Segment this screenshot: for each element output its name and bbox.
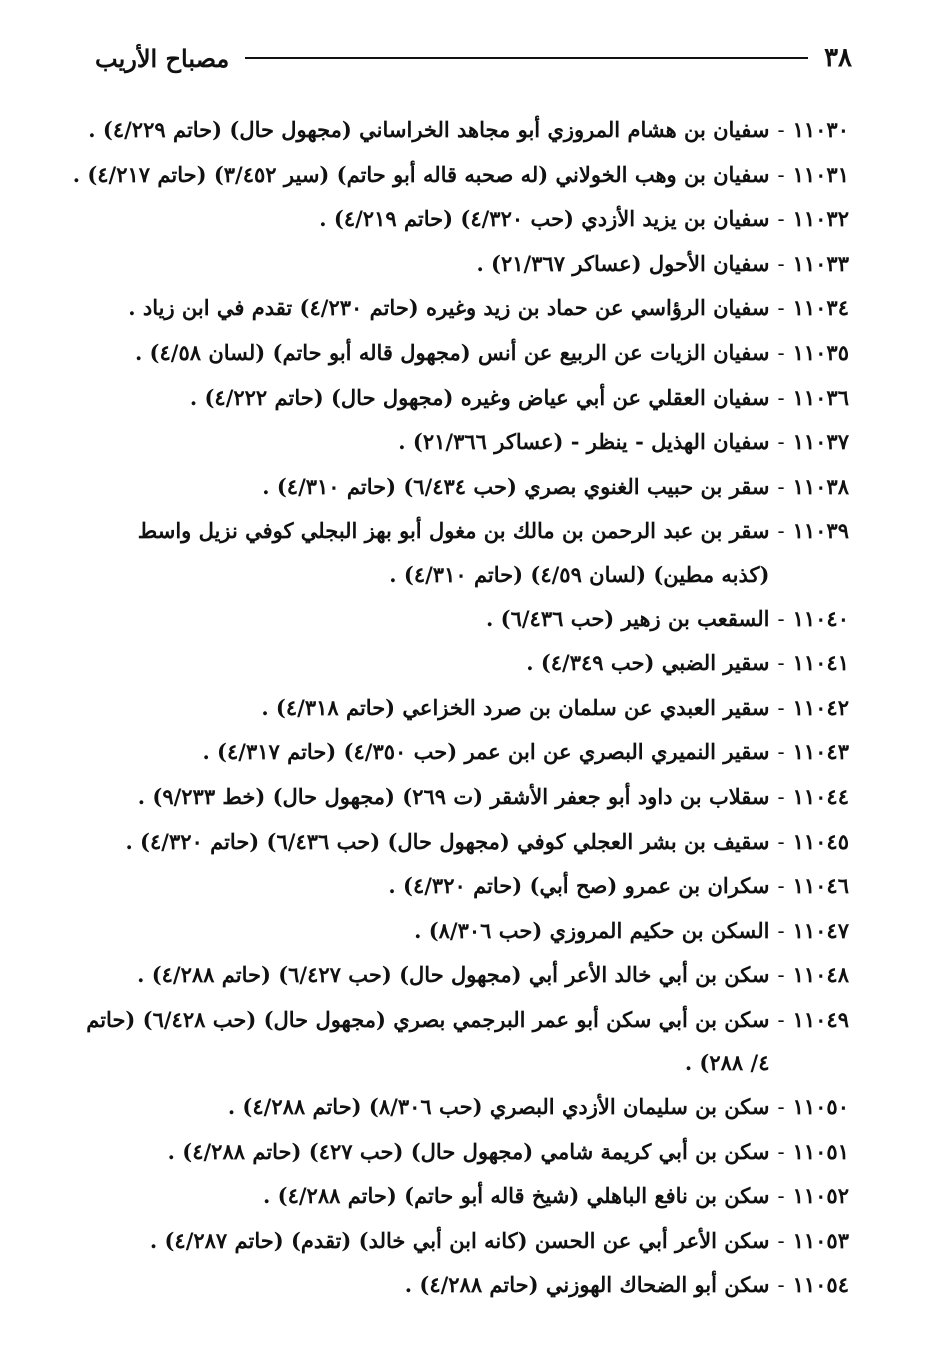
entry-text: سفيان بن وهب الخولاني (له صحبه قاله أبو حاتم) (سير ٣/٤٥٢) (حاتم ٤/٢١٧) . (72, 161, 770, 187)
entry-text: سقير النميري البصري عن ابن عمر (حب ٤/٣٥٠) (حاتم ٤/٣١٧) . (202, 739, 770, 765)
entry-number: ١١٠٤٨ (792, 962, 849, 988)
entry-dash: - (777, 651, 785, 676)
entry-number: ١١٠٥٣ (792, 1227, 849, 1253)
entry-number: ١١٠٣٠ (792, 117, 849, 142)
running-head (95, 38, 852, 78)
entry-number: ١١٠٤٦ (792, 873, 849, 899)
entry-dash: - (777, 829, 785, 854)
entry-dash: - (777, 695, 785, 720)
entry-dash: - (777, 1095, 785, 1120)
list-item (85, 286, 849, 331)
entry-dash: - (777, 784, 785, 809)
list-item (85, 465, 849, 510)
entry-text: سكن أبو الضحاك الهوزني (حاتم ٤/٢٨٨) . (404, 1272, 770, 1298)
entry-text: سقيف بن بشر العجلي كوفي (مجهول حال) (حب ٦/٤٣٦) (حاتم ٤/٣٢٠) . (125, 828, 770, 854)
entry-text: سقر بن حبيب الغنوي بصري (حب ٦/٤٣٤) (حاتم ٤/٣١٠) . (262, 473, 770, 499)
list-item (85, 820, 849, 865)
list-item (85, 775, 849, 820)
list-item (85, 730, 849, 775)
entry-dash: - (777, 519, 785, 544)
entry-text: سكن بن أبي سكن أبو عمر البرجمي بصري (مجهول حال) (حب ٦/٤٢٨) (حاتم ٤/ ٢٨٨) . (86, 1006, 770, 1076)
entry-number: ١١٠٣٢ (792, 206, 849, 232)
list-item (85, 641, 849, 686)
entry-dash: - (777, 740, 785, 765)
entry-text: السكن بن حكيم المروزي (حب ٨/٣٠٦) . (414, 917, 770, 943)
entry-dash: - (777, 296, 785, 321)
list-item (85, 686, 849, 731)
entry-text: سقر بن عبد الرحمن بن مالك بن مغول أبو بهز البجلي كوفي نزيل واسط (كذبه مطين) (لسان ٤/٥٩) (حاتم ٤/٣١٠) . (137, 518, 770, 587)
entry-dash: - (777, 606, 785, 631)
entry-number: ١١٠٣٩ (792, 518, 849, 544)
list-item (85, 509, 849, 596)
list-item (85, 1219, 849, 1264)
entry-text: سكن بن نافع الباهلي (شيخ قاله أبو حاتم) (حاتم ٤/٢٨٨) . (263, 1183, 770, 1209)
entry-text: سفيان العقلي عن أبي عياض وغيره (مجهول حال) (حاتم ٤/٢٢٢) . (189, 384, 770, 410)
entry-text: سفيان الزيات عن الربيع عن أنس (مجهول قاله أبو حاتم) (لسان ٤/٥٨) . (134, 339, 770, 365)
entry-dash: - (777, 430, 785, 455)
entry-number: ١١٠٣٨ (792, 473, 849, 499)
entry-text: سفيان الهذيل - ينظر - (عساكر ٢١/٣٦٦) . (398, 429, 770, 455)
entry-number: ١١٠٥٢ (792, 1183, 849, 1209)
entry-number: ١١٠٥١ (792, 1138, 849, 1164)
entry-number: ١١٠٥٠ (792, 1094, 849, 1120)
header-rule (245, 57, 808, 59)
entry-text: سكران بن عمرو (صح أبي) (حاتم ٤/٣٢٠) . (388, 873, 770, 899)
list-item (85, 420, 849, 465)
entry-number: ١١٠٣٤ (792, 295, 849, 321)
entry-number: ١١٠٤٢ (792, 694, 849, 720)
entry-text: سكن الأعر أبي عن الحسن (كانه ابن أبي خالد) (تقدم) (حاتم ٤/٢٨٧) . (149, 1227, 770, 1253)
entry-dash: - (777, 207, 785, 232)
entry-dash: - (777, 251, 785, 276)
entry-text: سكن بن أبي خالد الأعر أبي (مجهول حال) (حب ٦/٤٢٧) (حاتم ٤/٢٨٨) . (137, 962, 770, 988)
list-item (85, 1130, 849, 1175)
entry-text: سفيان بن يزيد الأزدي (حب ٤/٣٢٠) (حاتم ٤/٢١٩) . (319, 206, 770, 232)
list-item (85, 597, 849, 642)
entry-dash: - (777, 162, 785, 187)
list-item (85, 1174, 849, 1219)
entry-text: سفيان بن هشام المروزي أبو مجاهد الخراساني (مجهول حال) (حاتم ٤/٢٢٩) . (88, 117, 770, 142)
entry-dash: - (777, 874, 785, 899)
entry-number: ١١٠٤٧ (792, 917, 849, 943)
list-item (85, 331, 849, 376)
entry-number: ١١٠٣٥ (792, 339, 849, 365)
entry-number: ١١٠٣٧ (792, 429, 849, 455)
entry-text: سكن بن أبي كريمة شامي (مجهول حال) (حب ٤٢٧) (حاتم ٤/٢٨٨) . (167, 1138, 770, 1164)
entry-list (72, 108, 849, 1308)
entry-dash: - (777, 1184, 785, 1209)
entry-dash: - (777, 1139, 785, 1164)
page-number: ٣٨ (824, 43, 852, 73)
list-item (85, 1085, 849, 1130)
entry-dash: - (777, 474, 785, 499)
list-item (85, 909, 849, 954)
entry-number: ١١٠٤١ (792, 650, 849, 676)
list-item (85, 197, 849, 242)
entry-dash: - (777, 963, 785, 988)
entry-dash: - (777, 1228, 785, 1253)
entry-number: ١١٠٤٤ (792, 783, 849, 809)
entry-text: سقلاب بن داود أبو جعفر الأشقر (ت ٢٦٩) (مجهول حال) (خط ٩/٢٣٣) . (137, 783, 770, 809)
entry-dash: - (777, 1273, 785, 1298)
entry-number: ١١٠٤٠ (792, 605, 849, 631)
entry-number: ١١٠٣٣ (792, 250, 849, 276)
entry-dash: - (777, 340, 785, 365)
entry-number: ١١٠٣٦ (792, 384, 849, 410)
entry-text: سفيان الرؤاسي عن حماد بن زيد وغيره (حاتم ٤/٢٣٠) تقدم في ابن زياد . (128, 295, 770, 321)
list-item (85, 864, 849, 909)
entry-dash: - (777, 385, 785, 410)
entry-text: سقير العبدي عن سلمان بن صرد الخزاعي (حاتم ٤/٣١٨) . (261, 694, 770, 720)
entry-number: ١١٠٥٤ (792, 1272, 849, 1298)
entry-text: سفيان الأحول (عساكر ٢١/٣٦٧) . (476, 250, 770, 276)
entry-text: سكن بن سليمان الأزدي البصري (حب ٨/٣٠٦) (حاتم ٤/٢٨٨) . (227, 1094, 770, 1120)
entry-text: سقير الضبي (حب ٤/٣٤٩) . (526, 650, 770, 676)
list-item (85, 953, 849, 998)
list-item (72, 153, 849, 198)
entry-dash: - (777, 118, 785, 142)
list-item (85, 376, 849, 421)
entry-dash: - (777, 918, 785, 943)
list-item (85, 1263, 849, 1308)
entry-number: ١١٠٤٩ (792, 1006, 849, 1032)
book-title: مصباح الأريب (95, 43, 230, 73)
list-item (85, 108, 849, 153)
entry-text: السقعب بن زهير (حب ٦/٤٣٦) . (486, 605, 770, 631)
entry-number: ١١٠٣١ (792, 161, 849, 187)
list-item (85, 242, 849, 287)
list-item (85, 998, 849, 1085)
entry-dash: - (777, 1007, 785, 1032)
entry-number: ١١٠٤٥ (792, 828, 849, 854)
entry-number: ١١٠٤٣ (792, 739, 849, 765)
